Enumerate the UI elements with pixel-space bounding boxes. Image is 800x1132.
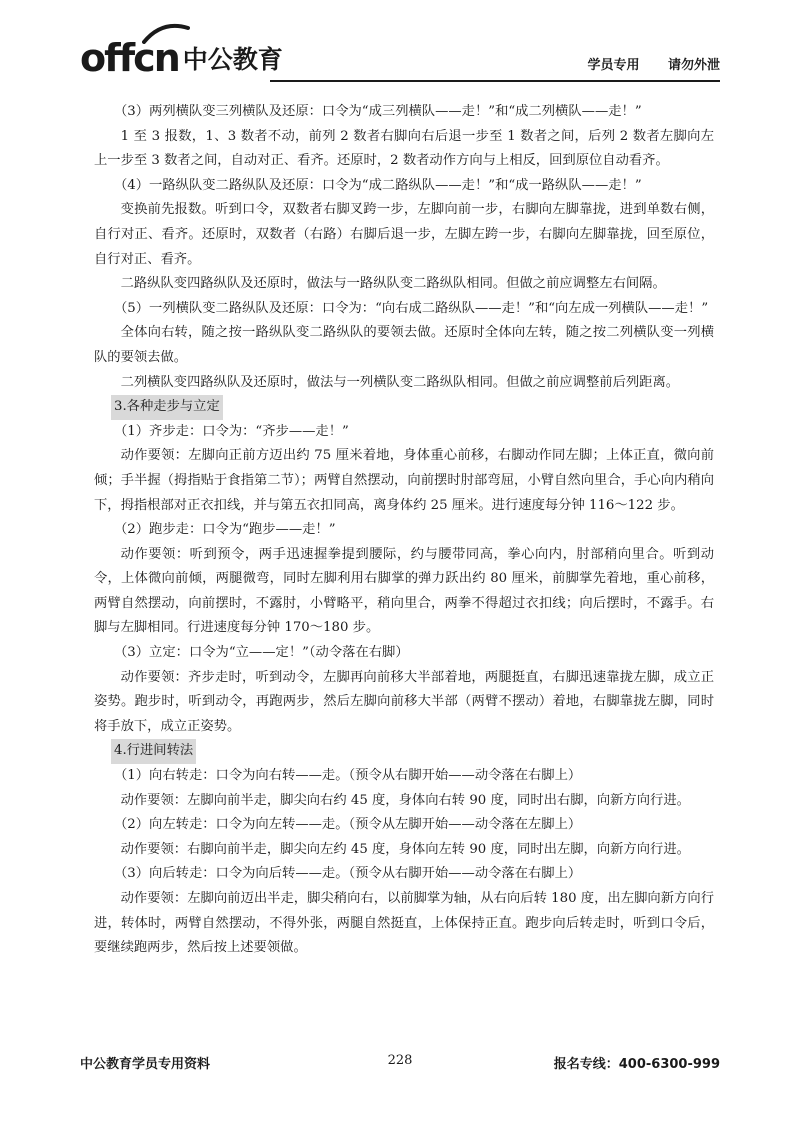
page-number: 228 — [387, 1053, 413, 1068]
paragraph: 变换前先报数。听到口令，双数者右脚叉跨一步，左脚向前一步，右脚向左脚靠拢，进到单数右侧，自行对正、看齐。还原时，双数者（右路）右脚后退一步，左脚左跨一步，右脚向左脚靠拢，回至原位，自行对正、看齐。 — [94, 202, 714, 267]
paragraph: （1）齐步走：口令为：“齐步——走！” — [114, 423, 349, 439]
section-heading: 4.行进间转法 — [111, 739, 196, 764]
header-tags — [573, 54, 720, 73]
logo-latin-text: offcn — [80, 36, 179, 80]
page-header — [80, 28, 720, 84]
paragraph: （3）两列横队变三列横队及还原：口令为“成三列横队——走！”和“成二列横队——走！” — [114, 104, 642, 119]
header-rule — [270, 80, 720, 82]
paragraph: 动作要领：左脚向前半走，脚尖向右约 45 度，身体向右转 90 度，同时出右脚，向新方向行进。 — [120, 792, 690, 808]
paragraph: 全体向右转，随之按一路纵队变二路纵队的要领去做。还原时全体向左转，随之按二列横队变一列横队的要领去做。 — [94, 325, 714, 365]
footer-hotline: 报名专线：400-6300-999 — [553, 1057, 720, 1072]
page-footer — [80, 1053, 720, 1077]
paragraph: 动作要领：右脚向前半走，脚尖向左约 45 度，身体向左转 90 度，同时出左脚，向新方向行进。 — [120, 841, 690, 857]
paragraph: （2）跑步走：口令为“跑步——走！” — [114, 522, 336, 538]
paragraph: （3）立定：口令为“立——定！”（动令落在右脚） — [114, 645, 409, 661]
paragraph: （2）向左转走：口令为向左转——走。（预令从左脚开始——动令落在左脚上） — [114, 817, 582, 833]
paragraph: （1）向右转走：口令为向右转——走。（预令从右脚开始——动令落在右脚上） — [114, 768, 582, 784]
paragraph: （4）一路纵队变二路纵队及还原：口令为“成二路纵队——走！”和“成一路纵队——走！” — [114, 177, 642, 193]
paragraph: 动作要领：左脚向前迈出半走，脚尖稍向右，以前脚掌为轴，从右向后转 180 度，出左脚向新方向行进，转体时，两臂自然摆动，不得外张，两腿自然挺直，上体保持正直。跑步向后转走时，听到口令后，要继续跑两步，然后按上述要领做。 — [94, 891, 714, 956]
tag-do-not-leak: 请勿外泄 — [667, 58, 720, 73]
section-heading-row — [94, 739, 714, 764]
logo-cn-text: 中公教育 — [182, 45, 283, 74]
section-heading-row — [94, 395, 714, 420]
section-heading: 3.各种走步与立定 — [111, 395, 223, 420]
body-text — [94, 100, 714, 961]
paragraph: 动作要领：左脚向正前方迈出约 75 厘米着地，身体重心前移，右脚动作同左脚；上体正直，微向前倾；手半握（拇指贴于食指第二节）；两臂自然摆动，向前摆时肘部弯屈，小臂自然向里合，手心向内稍向下，拇指根部对正衣扣线，并与第五衣扣同高，离身体约 25 厘米。进行速度每分钟 116～122 步。 — [94, 448, 714, 513]
paragraph: （3）向后转走：口令为向后转——走。（预令从右脚开始——动令落在右脚上） — [114, 866, 582, 882]
paragraph: （5）一列横队变二路纵队及还原：口令为：“向右成二路纵队——走！”和“向左成一列横队——走！” — [114, 300, 709, 316]
paragraph: 二列横队变四路纵队及还原时，做法与一列横队变二路纵队相同。但做之前应调整前后列距离。 — [120, 374, 680, 390]
paragraph: 二路纵队变四路纵队及还原时，做法与一路纵队变二路纵队相同。但做之前应调整左右间隔。 — [120, 276, 666, 292]
logo-arc-icon — [142, 22, 190, 44]
paragraph: 动作要领：齐步走时，听到动令，左脚再向前移大半部着地，两腿挺直，右脚迅速靠拢左脚，成立正姿势。跑步时，听到动令，再跑两步，然后左脚向前移大半部（两臂不摆动）着地，右脚靠拢左脚，同时将手放下，成立正姿势。 — [94, 669, 714, 734]
paragraph: 1 至 3 报数，1、3 数者不动，前列 2 数者右脚向右后退一步至 1 数者之间，后列 2 数者左脚向左上一步至 3 数者之间，自动对正、看齐。还原时，2 数者动作方向与上相反，回到原位自动看齐。 — [94, 128, 714, 169]
tag-member-only: 学员专用 — [587, 58, 640, 73]
paragraph: 动作要领：听到预令，两手迅速握拳提到腰际，约与腰带同高，拳心向内，肘部稍向里合。听到动令，上体微向前倾，两腿微弯，同时左脚利用右脚掌的弹力跃出约 80 厘米，前脚掌先着地，重心前移，两臂自然摆动，向前摆时，不露肘，小臂略平，稍向里合，两拳不得超过衣扣线；向后摆时，不露手。右脚与左脚相同。行进速度每分钟 170～180 步。 — [94, 546, 714, 636]
offcn-logo — [80, 30, 283, 80]
footer-label: 中公教育学员专用资料 — [80, 1057, 211, 1072]
